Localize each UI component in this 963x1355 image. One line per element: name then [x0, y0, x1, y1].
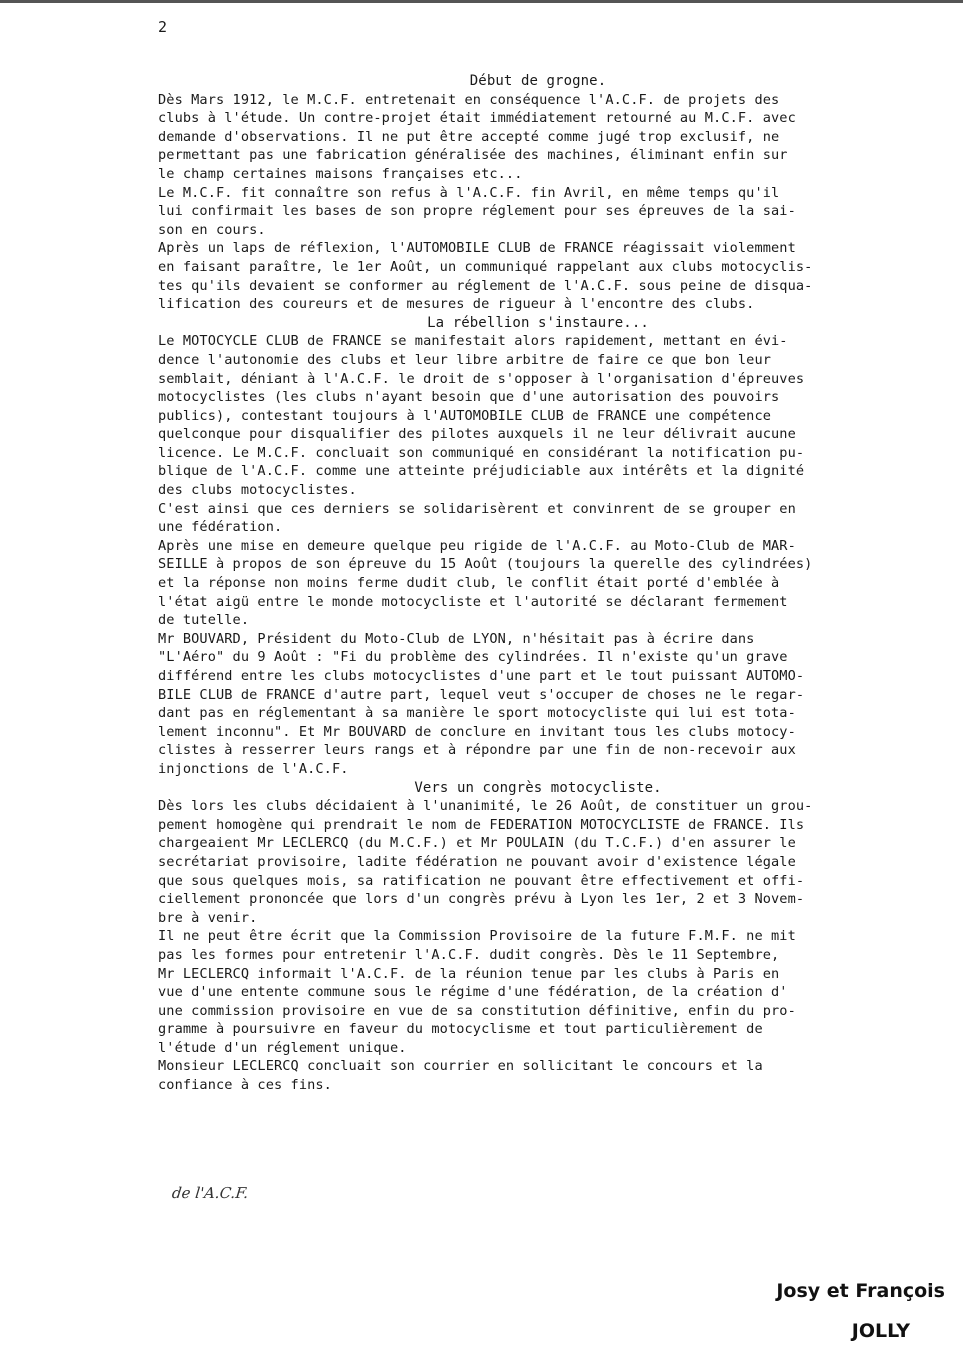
text-line: Mr LECLERCQ informait l'A.C.F. de la réunion tenue par les clubs à Paris en	[158, 965, 780, 982]
paragraph	[158, 184, 918, 240]
paragraph	[158, 927, 918, 1057]
signature-names: Josy et François	[776, 1280, 945, 1302]
text-line: demande d'observations. Il ne put être accepté comme jugé trop exclusif, ne	[158, 128, 780, 145]
text-line: Mr BOUVARD, Président du Moto-Club de LYON, n'hésitait pas à écrire dans	[158, 630, 755, 647]
paragraph	[158, 500, 918, 537]
text-line: bre à venir.	[158, 909, 258, 926]
paragraph	[158, 91, 918, 184]
text-line: lification des coureurs et de mesures de rigueur à l'encontre des clubs.	[158, 296, 755, 313]
text-line: confiance à ces fins.	[158, 1077, 332, 1094]
text-line: quelconque pour disqualifier des pilotes auxquels il ne leur délivrait aucune	[158, 426, 796, 443]
text-line: l'état aigü entre le monde motocycliste et l'autorité se déclarant fermement	[158, 593, 788, 610]
section-2	[158, 332, 918, 778]
paragraph	[158, 239, 918, 313]
text-line: secrétariat provisoire, ladite fédération ne pouvant avoir d'existence légale	[158, 853, 796, 870]
text-line: ciellement prononcée que lors d'un congrès prévu à Lyon les 1er, 2 et 3 Novem-	[158, 891, 805, 908]
handwritten-annotation: de l'A.C.F.	[171, 1184, 250, 1202]
text-line: lement inconnu". Et Mr BOUVARD de conclure en invitant tous les clubs motocy-	[158, 723, 796, 740]
text-line: SEILLE à propos de son épreuve du 15 Août (toujours la querelle des cylindrées)	[158, 556, 813, 573]
paragraph	[158, 797, 918, 927]
text-line: tes qu'ils devaient se conformer au réglement de l'A.C.F. sous peine de disqua-	[158, 277, 813, 294]
text-line: permettant pas une fabrication généralisée des machines, éliminant enfin sur	[158, 147, 788, 164]
text-line: clubs à l'étude. Un contre-projet était immédiatement retourné au M.C.F. avec	[158, 110, 796, 127]
text-line: dence l'autonomie des clubs et leur libre arbitre de faire ce que bon leur	[158, 351, 772, 368]
text-line: de tutelle.	[158, 612, 250, 629]
text-line: pas les formes pour entretenir l'A.C.F. dudit congrès. Dès le 11 Septembre,	[158, 946, 780, 963]
text-line: BILE CLUB de FRANCE d'autre part, lequel veut s'occuper de choses ne le regar-	[158, 686, 805, 703]
text-line: Après une mise en demeure quelque peu rigide de l'A.C.F. au Moto-Club de MAR-	[158, 537, 796, 554]
text-line: une fédération.	[158, 519, 283, 536]
page-number: 2	[158, 18, 168, 36]
paragraph	[158, 332, 918, 499]
text-line: Après un laps de réflexion, l'AUTOMOBILE CLUB de FRANCE réagissait violemment	[158, 240, 796, 257]
text-line: des clubs motocyclistes.	[158, 482, 357, 499]
signature-block	[725, 1271, 945, 1351]
document-body	[158, 72, 918, 1095]
section-1	[158, 91, 918, 314]
text-line: Le MOTOCYCLE CLUB de FRANCE se manifestait alors rapidement, mettant en évi-	[158, 333, 788, 350]
text-line: vue d'une entente commune sous le régime d'une fédération, de la création d'	[158, 984, 788, 1001]
text-line: Monsieur LECLERCQ concluait son courrier en sollicitant le concours et la	[158, 1058, 763, 1075]
text-line: semblait, déniant à l'A.C.F. le droit de s'opposer à l'organisation d'épreuves	[158, 370, 805, 387]
text-line: gramme à poursuivre en faveur du motocyclisme et tout particulièrement de	[158, 1021, 763, 1038]
text-line: clistes à resserrer leurs rangs et à répondre par une fin de non-recevoir aux	[158, 742, 796, 759]
text-line: Le M.C.F. fit connaître son refus à l'A.C.F. fin Avril, en même temps qu'il	[158, 184, 780, 201]
section-heading: La rébellion s'instaure...	[427, 314, 649, 331]
top-rule	[0, 0, 963, 3]
text-line: Dès Mars 1912, le M.C.F. entretenait en conséquence l'A.C.F. de projets des	[158, 91, 780, 108]
text-line: une commission provisoire en vue de sa constitution définitive, enfin du pro-	[158, 1002, 796, 1019]
text-line: le champ certaines maisons françaises etc...	[158, 165, 523, 182]
text-line: différend entre les clubs motocyclistes d'une part et le tout puissant AUTOMO-	[158, 668, 805, 684]
paragraph	[158, 630, 918, 779]
text-line: C'est ainsi que ces derniers se solidarisèrent et convinrent de se grouper en	[158, 500, 796, 517]
text-line: son en cours.	[158, 221, 266, 238]
text-line: dant pas en réglementant à sa manière le sport motocycliste qui lui est tota-	[158, 705, 796, 722]
section-heading: Début de grogne.	[469, 73, 607, 89]
text-line: que sous quelques mois, sa ratification ne pouvant être effectivement et offi-	[158, 872, 805, 889]
text-line: et la réponse non moins ferme dudit club, le conflit était porté d'emblée à	[158, 575, 780, 592]
text-line: "L'Aéro" du 9 Août : "Fi du problème des cylindrées. Il n'existe qu'un grave	[158, 649, 788, 666]
signature-surname: JOLLY	[851, 1320, 910, 1342]
text-line: Dès lors les clubs décidaient à l'unanimité, le 26 Août, de constituer un grou-	[158, 798, 813, 815]
paragraph	[158, 537, 918, 630]
text-line: Il ne peut être écrit que la Commission Provisoire de la future F.M.F. ne mit	[158, 928, 796, 945]
text-line: lui confirmait les bases de son propre réglement pour ses épreuves de la sai-	[158, 203, 796, 220]
section-heading: Vers un congrès motocycliste.	[414, 779, 662, 796]
paragraph	[158, 1057, 918, 1094]
text-line: injonctions de l'A.C.F.	[158, 760, 349, 777]
text-line: motocyclistes (les clubs n'ayant besoin que d'une autorisation des pouvoirs	[158, 389, 780, 406]
text-line: licence. Le M.C.F. concluait son communiqué en considérant la notification pu-	[158, 444, 805, 461]
text-line: pement homogène qui prendrait le nom de FEDERATION MOTOCYCLISTE de FRANCE. Ils	[158, 816, 805, 833]
text-line: l'étude d'un réglement unique.	[158, 1039, 407, 1056]
section-3	[158, 797, 918, 1095]
text-line: blique de l'A.C.F. comme une atteinte préjudiciable aux intérêts et la dignité	[158, 463, 805, 480]
text-line: publics), contestant toujours à l'AUTOMOBILE CLUB de FRANCE une compétence	[158, 407, 772, 424]
text-line: en faisant paraître, le 1er Août, un communiqué rappelant aux clubs motocyclis-	[158, 258, 813, 275]
text-line: chargeaient Mr LECLERCQ (du M.C.F.) et Mr POULAIN (du T.C.F.) d'en assurer le	[158, 835, 796, 852]
